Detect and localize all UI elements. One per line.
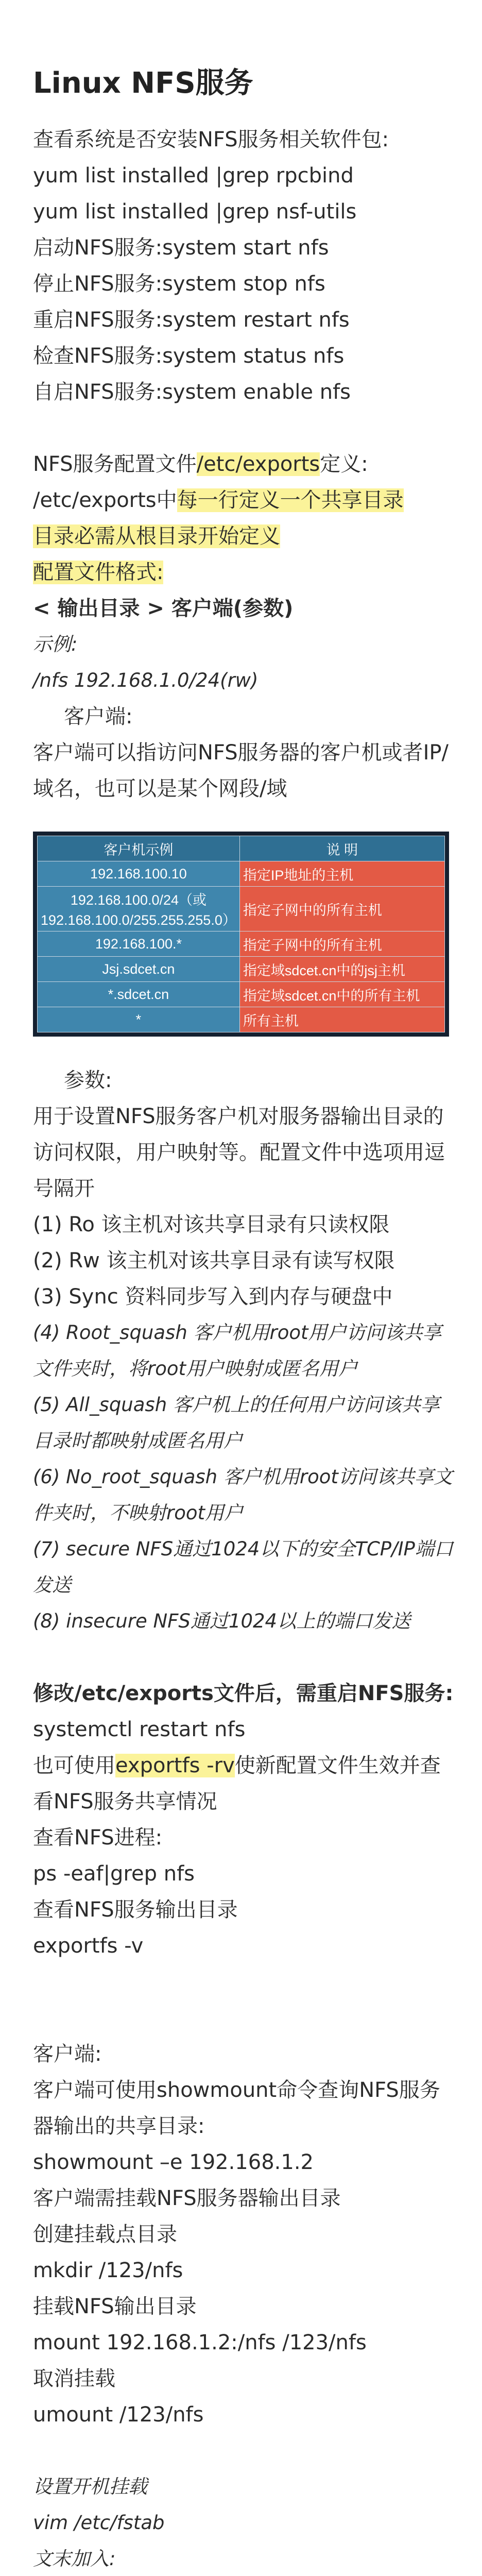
- text-line: yum list installed |grep nsf-utils: [33, 200, 357, 224]
- table-header: 客户机示例: [38, 836, 240, 861]
- table-header-row: [38, 836, 445, 861]
- text-line: 创建挂载点目录: [33, 2223, 177, 2246]
- text-line: 停止NFS服务:system stop nfs: [33, 272, 325, 296]
- example-label: 示例:: [33, 633, 78, 655]
- text-line: mkdir /123/nfs: [33, 2259, 183, 2282]
- table-row: [38, 861, 445, 887]
- highlight: exportfs -rv: [115, 1754, 235, 1777]
- text-line: 查看NFS服务输出目录: [33, 1898, 238, 1922]
- table-cell: 192.168.100.*: [38, 931, 240, 957]
- params-block: [33, 1062, 455, 1639]
- config-block: [33, 446, 455, 807]
- table-header: 说 明: [239, 836, 444, 861]
- highlight: 每一行定义一个共享目录: [177, 488, 404, 512]
- table-cell: *.sdcet.cn: [38, 982, 240, 1007]
- text-line: 客户端:: [33, 2042, 102, 2066]
- client-desc: 客户端可以指访问NFS服务器的客户机或者IP/域名，也可以是某个网段/域: [33, 741, 449, 801]
- highlight: /etc/exports: [196, 452, 320, 476]
- client-example-table-image: [33, 832, 449, 1037]
- table-cell: 192.168.100.10: [38, 861, 240, 887]
- text-line: 取消挂载: [33, 2367, 115, 2391]
- table-row: [38, 931, 445, 957]
- text-line: 挂载NFS输出目录: [33, 2295, 197, 2318]
- text-line: 客户端需挂载NFS服务器输出目录: [33, 2187, 341, 2210]
- params-label: 参数:: [64, 1069, 112, 1092]
- text-line: [33, 518, 455, 554]
- client-example-table: [37, 836, 445, 1032]
- italic-line: (8) insecure NFS通过1024以上的端口发送: [33, 1610, 411, 1632]
- params-desc: 用于设置NFS服务客户机对服务器输出目录的访问权限，用户映射等。配置文件中选项用逗号隔开: [33, 1105, 445, 1200]
- text-line: (1) Ro 该主机对该共享目录有只读权限: [33, 1213, 390, 1236]
- italic-line: (7) secure NFS通过1024以下的安全TCP/IP端口发送: [33, 1538, 453, 1596]
- text-line: /etc/exports中每一行定义一个共享目录: [33, 488, 404, 512]
- text-line: umount /123/nfs: [33, 2403, 204, 2427]
- table-row: [38, 1007, 445, 1032]
- text-line: 启动NFS服务:system start nfs: [33, 236, 329, 260]
- text-line: NFS服务配置文件/etc/exports定义:: [33, 452, 368, 476]
- note-content: [33, 65, 455, 2576]
- text-line: showmount –e 192.168.1.2: [33, 2150, 314, 2174]
- section-heading: 修改/etc/exports文件后，需重启NFS服务:: [33, 1682, 454, 1705]
- text-line: systemctl restart nfs: [33, 1718, 246, 1741]
- table-cell: 指定域sdcet.cn中的所有主机: [239, 982, 444, 1007]
- boot-block: [33, 2469, 455, 2576]
- italic-line: 文末加入:: [33, 2548, 116, 2570]
- after-block: [33, 1675, 455, 1964]
- text-line: 也可使用exportfs -rv使新配置文件生效并查看NFS服务共享情况: [33, 1754, 441, 1814]
- text-line: ps -eaf|grep nfs: [33, 1862, 195, 1886]
- text-line: (2) Rw 该主机对该共享目录有读写权限: [33, 1249, 395, 1273]
- table-cell: 192.168.100.0/24（或192.168.100.0/255.255.255.0）: [38, 887, 240, 931]
- italic-line: vim /etc/fstab: [33, 2512, 165, 2534]
- table-cell: 指定子网中的所有主机: [239, 931, 444, 957]
- text-line: exportfs -v: [33, 1934, 144, 1958]
- italic-line: (4) Root_squash 客户机用root用户访问该共享文件夹时，将root用户映射成匿名用户: [33, 1321, 442, 1380]
- client-block: [33, 2036, 455, 2433]
- text-line: yum list installed |grep rpcbind: [33, 164, 354, 188]
- text-line: 自启NFS服务:system enable nfs: [33, 380, 351, 404]
- table-row: [38, 982, 445, 1007]
- text-line: 查看系统是否安装NFS服务相关软件包:: [33, 128, 389, 151]
- example-line: /nfs 192.168.1.0/24(rw): [33, 669, 259, 691]
- table-cell: *: [38, 1007, 240, 1032]
- highlight: 配置文件格式:: [33, 561, 164, 584]
- text-line: 查看NFS进程:: [33, 1826, 163, 1850]
- table-cell: 指定IP地址的主机: [239, 861, 444, 887]
- text-line: 客户端可使用showmount命令查询NFS服务器输出的共享目录:: [33, 2078, 440, 2138]
- italic-line: (6) No_root_squash 客户机用root访问该共享文件夹时，不映射root用户: [33, 1466, 453, 1524]
- page-title: Linux NFS服务: [33, 66, 253, 100]
- text-line: mount 192.168.1.2:/nfs /123/nfs: [33, 2331, 367, 2354]
- table-row: [38, 887, 445, 931]
- italic-line: 设置开机挂载: [33, 2476, 147, 2498]
- table-cell: Jsj.sdcet.cn: [38, 957, 240, 982]
- intro-block: [33, 122, 455, 410]
- table-cell: 指定域sdcet.cn中的jsj主机: [239, 957, 444, 982]
- text-line: 检查NFS服务:system status nfs: [33, 344, 345, 368]
- format-line: < 输出目录 > 客户端(参数): [33, 597, 294, 620]
- highlight: 目录必需从根目录开始定义: [33, 524, 280, 548]
- table-cell: 所有主机: [239, 1007, 444, 1032]
- table-cell: 指定子网中的所有主机: [239, 887, 444, 931]
- text-line: (3) Sync 资料同步写入到内存与硬盘中: [33, 1285, 393, 1309]
- client-label: 客户端:: [64, 705, 133, 728]
- text-line: 重启NFS服务:system restart nfs: [33, 308, 350, 332]
- table-row: [38, 957, 445, 982]
- italic-line: (5) All_squash 客户机上的任何用户访问该共享目录时都映射成匿名用户: [33, 1394, 440, 1452]
- text-line: [33, 554, 455, 590]
